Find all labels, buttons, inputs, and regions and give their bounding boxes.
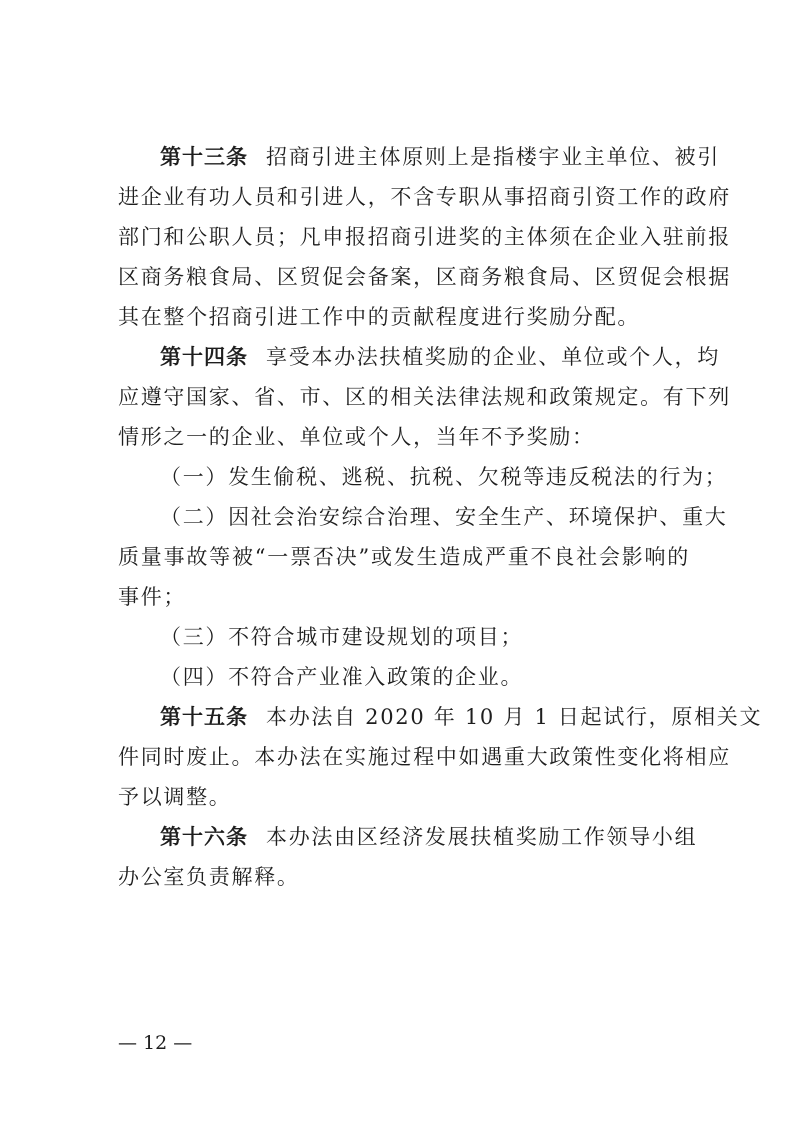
- article-13-line-2: 进企业有功人员和引进人，不含专职从事招商引资工作的政府: [118, 185, 731, 209]
- article-14-item-2-line-3: 事件；: [118, 585, 187, 609]
- article-15-text: 本办法自 2020 年 10 月 1 日起试行，原相关文: [266, 705, 763, 729]
- article-14-item-2-line-1: （二）因社会治安综合治理、安全生产、环境保护、重大: [160, 505, 728, 529]
- article-14-title: 第十四条: [160, 345, 248, 369]
- article-13-line-3: 部门和公职人员；凡申报招商引进奖的主体须在企业入驻前报: [118, 225, 731, 249]
- article-16-line-1: [118, 818, 697, 856]
- page-number: 12: [143, 1032, 168, 1054]
- article-14-item-1: （一）发生偷税、逃税、抗税、欠税等违反税法的行为；: [160, 465, 728, 489]
- page-number-dash-left: —: [118, 1032, 137, 1054]
- article-13-line-5: 其在整个招商引进工作中的贡献程度进行奖励分配。: [118, 305, 641, 329]
- article-14-item-3: （三）不符合城市建设规划的项目；: [160, 625, 524, 649]
- article-14-line-1: [118, 338, 720, 376]
- article-13-text: 招商引进主体原则上是指楼宇业主单位、被引: [266, 145, 720, 169]
- article-15-line-3: 予以调整。: [118, 785, 232, 809]
- article-16-text: 本办法由区经济发展扶植奖励工作领导小组: [266, 825, 698, 849]
- article-16-title: 第十六条: [160, 825, 248, 849]
- article-13-line-1: [118, 138, 720, 176]
- article-15-title: 第十五条: [160, 705, 248, 729]
- article-14-item-2-line-2: 质量事故等被“一票否决”或发生造成严重不良社会影响的: [118, 545, 690, 569]
- article-14-line-2: 应遵守国家、省、市、区的相关法律法规和政策规定。有下列: [118, 385, 731, 409]
- article-14-line-3: 情形之一的企业、单位或个人，当年不予奖励：: [118, 425, 595, 449]
- article-14-text: 享受本办法扶植奖励的企业、单位或个人，均: [266, 345, 720, 369]
- page-number-dash-right: —: [173, 1032, 193, 1054]
- article-15-line-1: [118, 698, 762, 736]
- article-16-line-2: 办公室负责解释。: [118, 865, 300, 889]
- article-14-item-4: （四）不符合产业准入政策的企业。: [160, 665, 524, 689]
- article-15-line-2: 件同时废止。本办法在实施过程中如遇重大政策性变化将相应: [118, 745, 731, 769]
- article-13-line-4: 区商务粮食局、区贸促会备案，区商务粮食局、区贸促会根据: [118, 265, 731, 289]
- article-13-title: 第十三条: [160, 145, 248, 169]
- page-footer: [112, 1028, 198, 1058]
